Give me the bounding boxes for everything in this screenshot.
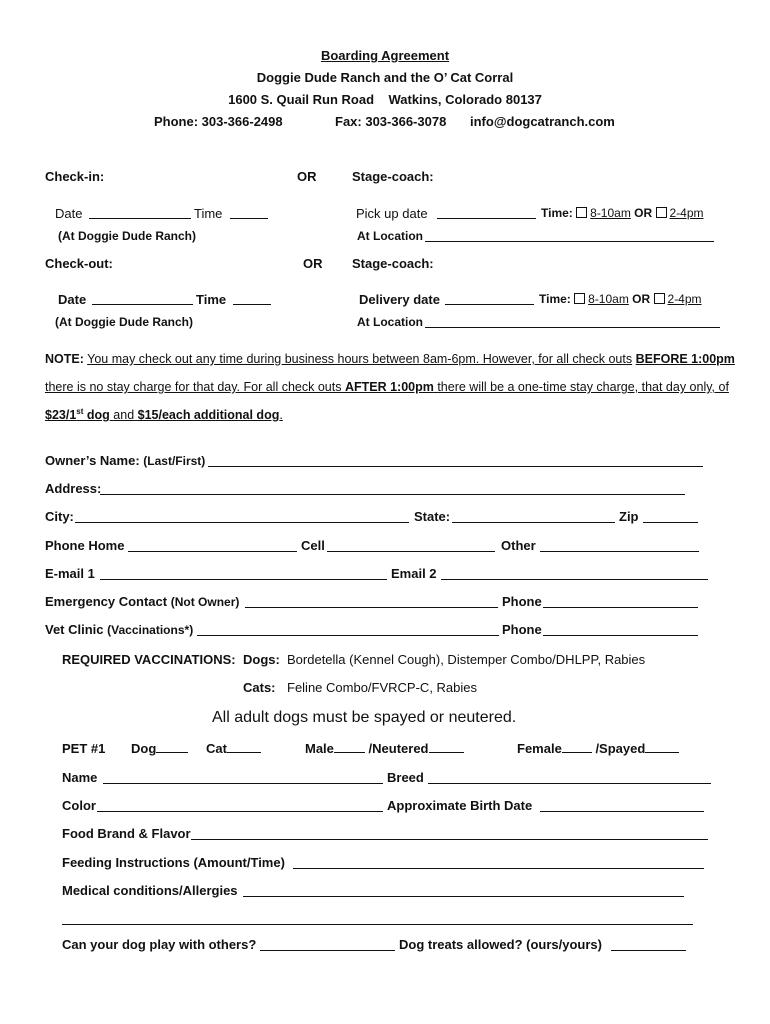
delivery-date-label: Delivery date: [359, 292, 440, 307]
pet-spayed-label: /Spayed: [595, 741, 646, 756]
note-text-3b: dog: [86, 408, 110, 423]
delivery-pm-label: 2-4pm: [667, 292, 702, 306]
checkin-date-field[interactable]: [89, 218, 191, 219]
email2-label: Email 2: [391, 566, 437, 581]
vaccinations-dogs-text: Bordetella (Kennel Cough), Distemper Combo/DHLPP, Rabies: [287, 652, 646, 667]
pickup-time-label: Time:: [541, 206, 573, 220]
owner-name-label: Owner’s Name:: [45, 453, 140, 468]
delivery-location-label: At Location: [357, 315, 423, 329]
emergency-label: Emergency Contact: [45, 594, 168, 609]
pet-neutered-field[interactable]: [429, 741, 464, 753]
email1-field[interactable]: [100, 579, 387, 580]
vaccinations-cats-text: Feline Combo/FVRCP-C, Rabies: [287, 680, 478, 695]
delivery-date-field[interactable]: [445, 304, 534, 305]
checkout-date-label: Date: [58, 292, 87, 307]
cell-field[interactable]: [327, 551, 495, 552]
owner-name-label-group: [45, 453, 205, 468]
pet-male-field[interactable]: [334, 741, 365, 753]
pickup-date-field[interactable]: [437, 218, 536, 219]
delivery-am-label: 8-10am: [588, 292, 629, 306]
pet-feeding-field[interactable]: [293, 868, 704, 869]
owner-name-field[interactable]: [208, 466, 703, 467]
pet-female-field[interactable]: [562, 741, 592, 753]
pet-color-label: Color: [62, 798, 96, 813]
delivery-location-field[interactable]: [425, 327, 720, 328]
note-text-3a: $23/1: [45, 408, 77, 423]
pet-medical-label: Medical conditions/Allergies: [62, 883, 238, 898]
pet-dog-field[interactable]: [156, 741, 188, 753]
pet-treats-field[interactable]: [611, 950, 686, 951]
address-label: Address:: [45, 481, 102, 496]
pickup-am-label: 8-10am: [590, 206, 631, 220]
zip-label: Zip: [619, 509, 639, 524]
note-line-1: [45, 352, 735, 366]
pet-female-group: [517, 741, 679, 756]
pet-color-field[interactable]: [97, 811, 383, 812]
pet-breed-label: Breed: [387, 770, 424, 785]
pickup-time-group: [541, 206, 704, 220]
pet-medical-field[interactable]: [243, 896, 684, 897]
vet-phone-label: Phone: [502, 622, 542, 637]
city-label: City:: [45, 509, 74, 524]
checkin-or: OR: [297, 169, 317, 184]
checkin-time-field[interactable]: [230, 218, 268, 219]
business-address: 1600 S. Quail Run Road Watkins, Colorado 80137: [228, 92, 542, 107]
checkin-date-label: Date: [55, 206, 83, 221]
checkin-time-label: Time: [194, 206, 223, 221]
pet-number-label: PET #1: [62, 741, 106, 756]
checkout-at-ranch: (At Doggie Dude Ranch): [55, 315, 193, 329]
vaccinations-cats-label: Cats:: [243, 680, 276, 695]
note-line-2: [45, 380, 729, 394]
other-label: Other: [501, 538, 536, 553]
pet-neutered-label: /Neutered: [368, 741, 429, 756]
pet-birth-label: Approximate Birth Date: [387, 798, 533, 813]
pet-food-field[interactable]: [191, 839, 708, 840]
note-text-3c: and: [113, 408, 135, 423]
pet-dog-label: Dog: [131, 741, 157, 756]
owner-name-hint: (Last/First): [143, 454, 206, 468]
pet-treats-label: Dog treats allowed? (ours/yours): [399, 937, 602, 952]
note-text-3e: .: [279, 408, 283, 423]
note-line-3: [45, 407, 283, 422]
vet-label: Vet Clinic: [45, 622, 104, 637]
pickup-location-field[interactable]: [425, 241, 714, 242]
delivery-pm-checkbox[interactable]: [654, 293, 665, 304]
checkin-stagecoach-label: Stage-coach:: [352, 169, 434, 184]
emergency-phone-field[interactable]: [543, 607, 698, 608]
checkout-time-field[interactable]: [233, 304, 271, 305]
pickup-am-checkbox[interactable]: [576, 207, 587, 218]
vet-phone-field[interactable]: [543, 635, 698, 636]
zip-field[interactable]: [643, 522, 698, 523]
note-text-3d: $15/each additional dog: [137, 408, 280, 423]
pet-cat-field[interactable]: [227, 741, 261, 753]
vet-label-group: [45, 622, 193, 637]
pickup-or: OR: [634, 206, 653, 220]
note-text-2c: there will be a one-time stay charge, that day only, of: [437, 380, 729, 394]
pet-birth-field[interactable]: [540, 811, 704, 812]
pet-play-label: Can your dog play with others?: [62, 937, 257, 952]
checkout-date-field[interactable]: [92, 304, 193, 305]
note-text-1b: BEFORE 1:00pm: [635, 352, 735, 366]
other-field[interactable]: [540, 551, 699, 552]
pickup-date-label: Pick up date: [356, 206, 428, 221]
state-field[interactable]: [452, 522, 615, 523]
checkout-or: OR: [303, 256, 323, 271]
note-text-3sup: st: [76, 407, 84, 416]
vet-hint: (Vaccinations*): [107, 623, 194, 637]
checkin-at-ranch: (At Doggie Dude Ranch): [58, 229, 196, 243]
pickup-location-label: At Location: [357, 229, 423, 243]
business-email: info@dogcatranch.com: [470, 114, 615, 129]
phone-home-field[interactable]: [128, 551, 297, 552]
note-text-2b: AFTER 1:00pm: [344, 380, 434, 394]
emergency-field[interactable]: [245, 607, 498, 608]
checkout-stagecoach-label: Stage-coach:: [352, 256, 434, 271]
pickup-pm-checkbox[interactable]: [656, 207, 667, 218]
note-label: NOTE:: [45, 352, 84, 366]
address-field[interactable]: [100, 494, 685, 495]
email1-label: E-mail 1: [45, 566, 95, 581]
state-label: State:: [414, 509, 451, 524]
vaccinations-label: REQUIRED VACCINATIONS:: [62, 652, 236, 667]
delivery-am-checkbox[interactable]: [574, 293, 585, 304]
emergency-label-group: [45, 594, 239, 609]
note-text-1a: You may check out any time during business hours between 8am-6pm. However, for all check outs: [87, 352, 633, 366]
checkout-time-label: Time: [196, 292, 227, 307]
pet-cat-label: Cat: [206, 741, 227, 756]
emergency-hint: (Not Owner): [170, 595, 240, 609]
pet-cat-group: [206, 741, 261, 756]
email2-field[interactable]: [441, 579, 708, 580]
emergency-phone-label: Phone: [502, 594, 542, 609]
note-text-2a: there is no stay charge for that day. For all check outs: [45, 380, 342, 394]
spay-notice: All adult dogs must be spayed or neutered.: [212, 709, 517, 726]
pet-spayed-field[interactable]: [645, 741, 679, 753]
pet-feeding-label: Feeding Instructions (Amount/Time): [62, 855, 285, 870]
pet-female-label: Female: [517, 741, 562, 756]
pet-name-label: Name: [62, 770, 98, 785]
business-name: Doggie Dude Ranch and the O’ Cat Corral: [256, 70, 514, 85]
pet-name-field[interactable]: [103, 783, 383, 784]
business-phone: Phone: 303-366-2498: [154, 114, 283, 129]
checkin-label: Check-in:: [45, 169, 105, 184]
delivery-or: OR: [632, 292, 651, 306]
vet-field[interactable]: [197, 635, 499, 636]
pet-male-group: [305, 741, 464, 756]
cell-label: Cell: [301, 538, 325, 553]
pet-play-field[interactable]: [260, 950, 395, 951]
pet-medical-field-2[interactable]: [62, 924, 693, 925]
form-title: Boarding Agreement: [320, 48, 450, 63]
delivery-time-group: [539, 292, 702, 306]
pickup-pm-label: 2-4pm: [669, 206, 704, 220]
phone-home-label: Phone Home: [45, 538, 125, 553]
city-field[interactable]: [75, 522, 409, 523]
vaccinations-dogs-label: Dogs:: [243, 652, 280, 667]
pet-male-label: Male: [305, 741, 334, 756]
checkout-label: Check-out:: [45, 256, 113, 271]
business-fax: Fax: 303-366-3078: [335, 114, 447, 129]
pet-dog-group: [131, 741, 188, 756]
pet-breed-field[interactable]: [428, 783, 711, 784]
delivery-time-label: Time:: [539, 292, 571, 306]
pet-food-label: Food Brand & Flavor: [62, 826, 191, 841]
